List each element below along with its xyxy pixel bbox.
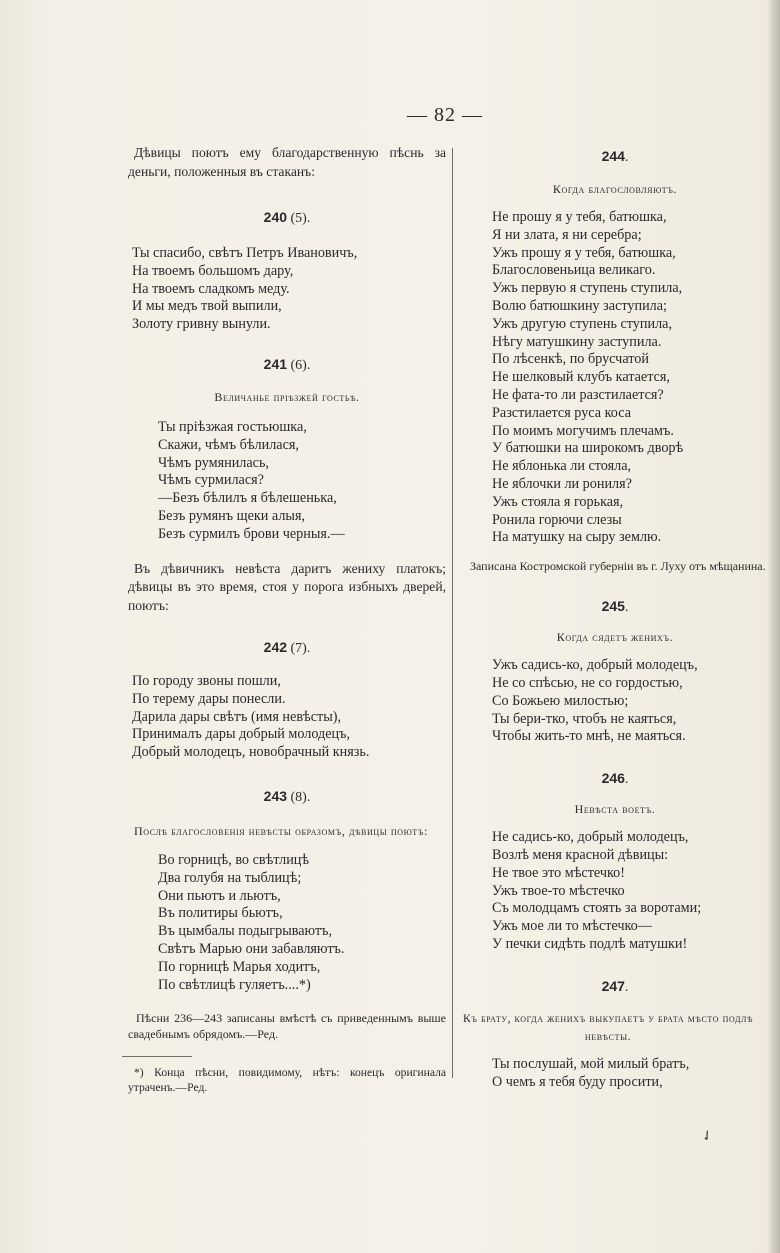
verse-line: Со Божьею милостью; (492, 692, 629, 709)
verse-line: Безъ сурмилъ брови черныя.— (158, 525, 345, 542)
verse-line: Не садись-ко, добрый молодецъ, (492, 829, 689, 846)
song-242-num: 242 (263, 639, 288, 656)
song-244-sub: . (624, 150, 629, 165)
verse-line: —Безъ бѣлилъ я бѣлешенька, (158, 490, 337, 507)
song-241-number (128, 356, 446, 374)
page-edge (766, 0, 780, 1253)
verse-line: Не шелковый клубъ катается, (492, 369, 670, 386)
verse-line: Чтобы жить-то мнѣ, не маяться. (492, 728, 686, 745)
verse-line: Нѣгу матушкину заступила. (492, 333, 662, 350)
song-240-number (128, 209, 446, 227)
song-241-num: 241 (263, 355, 288, 372)
verse-line: Свѣтъ Марью они забавляютъ. (158, 941, 345, 958)
song-247-sub: . (624, 979, 629, 995)
verse-line: Въ цымбалы подыгрываютъ, (158, 923, 333, 940)
verse-line: У батюшки на широкомъ дворѣ (492, 440, 684, 457)
song-247-title: Къ брату, когда женихъ выкупаетъ у брата мѣсто подлѣ невѣсты. (462, 1012, 754, 1043)
verse-line: Дарила дары свѣтъ (имя невѣсты), (132, 708, 342, 725)
verse-line: По городу звоны пошли, (132, 673, 281, 690)
page-number: — 82 — (407, 104, 483, 126)
verse-line: О чемъ я тебя буду просити, (492, 1073, 663, 1090)
verse-line: Ужъ садись-ко, добрый молодецъ, (492, 657, 698, 674)
verse-line: Не яблонька ли стояла, (492, 458, 632, 475)
song-241-verse (158, 419, 446, 544)
verse-line: На твоемъ большомъ дару, (132, 262, 294, 279)
song-246-title: Невѣста воетъ. (574, 802, 656, 817)
verse-line: На твоемъ сладкомъ меду. (132, 280, 290, 297)
right-column (462, 144, 768, 1091)
verse-line: Два голубя на тыблицѣ; (158, 869, 302, 886)
song-245-num: 245 (601, 598, 625, 615)
verse-line: Ты спасибо, свѣтъ Петръ Ивановичъ, (132, 245, 358, 261)
song-245-number (462, 598, 768, 616)
verse-line: Ужъ мое ли то мѣстечко— (492, 918, 652, 935)
verse-line: Они пьютъ и льютъ, (158, 887, 281, 904)
song-243-number (128, 788, 446, 806)
song-241-sub: (6). (287, 357, 311, 373)
song-245-title: Когда сядетъ женихъ. (556, 630, 674, 645)
verse-line: Не прошу я у тебя, батюшка, (492, 209, 667, 225)
song-243-num: 243 (263, 788, 288, 805)
verse-line: Съ молодцамъ стоять за воротами; (492, 900, 702, 917)
footnote: *) Конца пѣсни, повидимому, нѣтъ: конецъ оригинала утраченъ.—Ред. (128, 1066, 446, 1095)
song-244-number (462, 148, 768, 166)
verse-line: По горницѣ Марья ходитъ, (158, 958, 321, 975)
song-244-title: Когда благословляютъ. (552, 182, 678, 196)
verse-line: По терему дары понесли. (132, 690, 286, 707)
verse-line: Ужъ прошу я у тебя, батюшка, (492, 244, 676, 261)
song-246-number (462, 770, 768, 788)
column-divider (452, 148, 453, 1078)
verse-line: Принималъ дары добрый молодецъ, (132, 726, 351, 743)
song-242-verse (132, 673, 446, 762)
pen-mark-icon: ✓ (698, 1126, 717, 1147)
verse-line: Ужъ твое-то мѣстечко (492, 882, 625, 899)
song-246-verse (492, 829, 768, 954)
verse-line: И мы медъ твой выпили, (132, 298, 282, 315)
song-240-num: 240 (263, 209, 288, 225)
verse-line: По моимъ могучимъ плечамъ. (492, 422, 674, 439)
intro-text: Дѣвицы поютъ ему благодарственную пѣснь за деньги, положенныя въ стаканъ: (128, 145, 446, 179)
song-247-num: 247 (601, 977, 625, 994)
verse-line: Ужъ другую ступень ступила, (492, 315, 672, 332)
song-247-number (462, 978, 768, 996)
song-246-sub: . (624, 772, 629, 788)
verse-line: Разстилается руса коса (492, 404, 632, 421)
footnote-rule (122, 1056, 192, 1057)
verse-line: Ты пріѣзжая гостьюшка, (158, 418, 307, 435)
verse-line: Возлѣ меня красной дѣвицы: (492, 846, 669, 863)
song-244-source: Записана Костромской губерніи въ г. Луху отъ мѣщанина. (470, 559, 766, 574)
verse-line: Золоту гривну вынули. (132, 316, 271, 333)
song-244-verse (492, 209, 768, 547)
verse-line: Благословеньица великаго. (492, 262, 656, 279)
verse-line: Ужъ первую я ступень ступила, (492, 280, 683, 297)
song-243-verse (158, 852, 446, 994)
verse-line: Во горницѣ, во свѣтлицѣ (158, 852, 310, 869)
verse-line: Въ политиры бьютъ, (158, 905, 283, 922)
verse-line: Я ни злата, я ни серебра; (492, 226, 642, 243)
editor-remark: Пѣсни 236—243 записаны вмѣстѣ съ приведеннымъ выше свадебнымъ обрядомъ.—Ред. (128, 1011, 446, 1042)
verse-line: Чѣмъ румянилась, (158, 454, 269, 471)
verse-line: На матушку на сыру землю. (492, 529, 662, 546)
verse-line: Ужъ стояла я горькая, (492, 493, 624, 510)
verse-line: Ты бери-тко, чтобъ не каяться, (492, 710, 677, 727)
song-240-sub: (5). (287, 211, 311, 226)
verse-line: Не яблочки ли рониля? (492, 475, 632, 492)
left-column (128, 144, 446, 1095)
song-244-num: 244 (601, 148, 625, 164)
verse-line: Не твое это мѣстечко! (492, 864, 625, 881)
verse-line: Ронила горючи слезы (492, 511, 622, 528)
verse-line: Чѣмъ сурмилася? (158, 472, 264, 489)
wedding-prose: Въ дѣвичникъ невѣста даритъ жениху платокъ; дѣвицы въ это время, стоя у порога избныхъ дверей, поютъ: (128, 560, 446, 613)
song-245-sub: . (624, 600, 629, 616)
song-245-verse (492, 657, 768, 746)
song-242-number (128, 639, 446, 657)
verse-line: Волю батюшкину заступила; (492, 297, 667, 314)
song-247-verse (492, 1056, 768, 1092)
verse-line: У печки сидѣть подлѣ матушки! (492, 935, 688, 952)
song-246-num: 246 (601, 770, 625, 787)
verse-line: Не со спѣсью, не со гордостью, (492, 674, 683, 691)
verse-line: Не фата-то ли разстилается? (492, 386, 664, 403)
verse-line: Безъ румянъ щеки алыя, (158, 507, 306, 524)
verse-line: Скажи, чѣмъ бѣлилася, (158, 436, 299, 453)
verse-line: По лѣсенкѣ, по брусчатой (492, 351, 649, 368)
song-243-title: Послѣ благословенія невѣсты образомъ, дѣвицы поютъ: (134, 824, 428, 839)
verse-line: Добрый молодецъ, новобрачный князь. (132, 744, 370, 761)
verse-line: Ты послушай, мой милый братъ, (492, 1055, 690, 1072)
song-243-sub: (8). (287, 790, 311, 806)
song-241-title: Величанье пріѣзжей гостьѣ. (214, 389, 360, 404)
verse-line: По свѣтлицѣ гуляетъ....*) (158, 976, 311, 993)
song-240-verse (132, 245, 446, 334)
song-242-sub: (7). (287, 641, 311, 657)
